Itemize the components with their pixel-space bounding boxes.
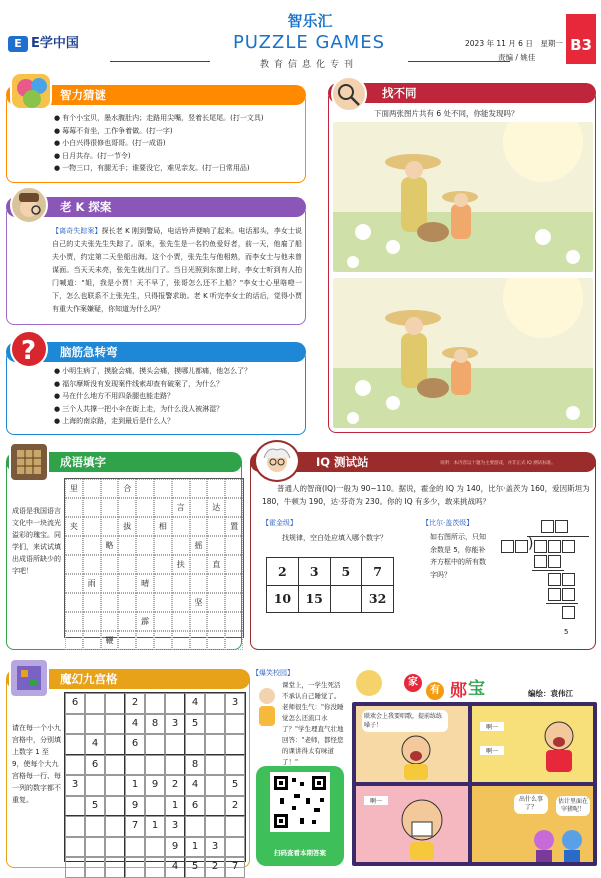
sudoku-cell[interactable] [105, 714, 125, 735]
masthead-chinese: 智乐汇 [287, 12, 333, 30]
comic-sound: 啊一 [364, 796, 388, 805]
brain-item: ● 三个人共撑一把小伞在街上走，为什么没人被淋湿？ [54, 403, 302, 416]
sudoku-cell[interactable] [105, 734, 125, 755]
comic-bubble: 出什么事了？ [514, 794, 548, 814]
sudoku-cell[interactable] [165, 755, 185, 776]
iq-cell: 2 [267, 558, 299, 586]
sudoku-cell[interactable] [85, 775, 105, 796]
iq-cell: 5 [330, 558, 362, 586]
idiom-cell[interactable] [83, 612, 101, 631]
idiom-cell[interactable] [172, 517, 190, 536]
sudoku-cell[interactable] [105, 796, 125, 817]
idiom-cell[interactable] [101, 555, 119, 574]
iq-bill-question: 如右图所示，只知余数是 5，你能补齐方框中的所有数字吗？ [430, 533, 486, 579]
idiom-cell[interactable] [154, 536, 172, 555]
comic-sound: 啊一 [480, 722, 504, 731]
iq-number-table [266, 557, 394, 613]
idiom-cell: 雨 [83, 574, 101, 593]
riddle-item: ● 一物三口，有腿无手；谁要没它，难见亲友。(打一日常用品) [54, 162, 302, 175]
page-code: B3 [566, 14, 596, 64]
sudoku-cell: 6 [65, 693, 85, 714]
sudoku-cell[interactable] [105, 837, 125, 858]
comic-title-char: 家 [404, 674, 422, 692]
spot-title: 找不同 [328, 83, 596, 103]
idiom-cell[interactable] [118, 593, 136, 612]
idiom-cell[interactable] [154, 498, 172, 517]
sudoku-cell[interactable] [165, 693, 185, 714]
sudoku-cell: 9 [165, 837, 185, 858]
svg-text:?: ? [21, 336, 37, 366]
riddle-item: ● 有个小宝贝，墨水腹肚内；走路用尖嘴，竖着长尾尾。(打一文具) [54, 112, 302, 125]
idiom-cell[interactable] [190, 612, 208, 631]
brain-item: ● 上海的南京路，走到最后是什么人？ [54, 415, 302, 428]
idiom-cell[interactable] [83, 593, 101, 612]
sudoku-cell[interactable] [85, 837, 105, 858]
detective-title: 老 K 探案 [6, 197, 306, 217]
sudoku-cell: 9 [145, 775, 165, 796]
iq-intro: 普通人的智商(IQ)一般为 90~110。据说，霍金的 IQ 为 140，比尔·盖茨为 160，爱因斯坦为 180，牛顿为 190，达·芬奇为 230。你的 IQ 有多少，敢来挑战吗？ [262, 484, 590, 506]
sudoku-cell[interactable] [225, 714, 245, 735]
brain-item: ● 小明生病了，摸脸会痛，摸头会痛，摸哪儿都痛，他怎么了？ [54, 365, 302, 378]
brain-title: 脑筋急转弯 [6, 342, 306, 362]
story-text: 探长老 K 刚到警局，电话铃声便响了起来。电话那头，李女士说自己的丈夫张先生失踪了。原来，张先生是一名钓鱼爱好者，前一天，他雇了船夫小贾，约定第二天坐船出海。这个小贾，张先生与他相熟，而李女士与他未曾谋面。当天天未亮，张先生就出门了。当日光照到东窗上时，李女士听到有人拍门喊道："姐，我是小贾！天不早了，张哥怎么还不上船？"李女士心里咯噔一下，怎么也联系不上张先生，只得报警求助。老 K 听完李女士的话后，觉得小贾有重大作案嫌疑，你知道为什么吗？ [52, 227, 302, 313]
iq-gold-label: 【霍金级】 [262, 519, 297, 527]
idiom-cell[interactable] [154, 479, 172, 498]
sudoku-cell[interactable] [225, 816, 245, 837]
comic-panel-4 [472, 786, 593, 862]
comic-bubble: 联欢会上我要唱歌，提前练练嗓子！ [362, 710, 448, 732]
comic-panel-1 [356, 706, 468, 782]
idiom-cell[interactable] [154, 593, 172, 612]
comic-bubble: 估计里面在宰猪呢！ [556, 796, 590, 816]
detective-story [52, 225, 302, 316]
comic-title-char: 宝 [468, 679, 485, 699]
masthead-english: PUZZLE GAMES [232, 32, 386, 53]
idiom-cell: 霹 [136, 612, 154, 631]
logo-mark: E [8, 36, 28, 52]
sudoku-cell: 2 [205, 857, 225, 878]
sudoku-cell[interactable] [85, 816, 105, 837]
sudoku-cell[interactable] [105, 857, 125, 878]
idiom-cell[interactable] [65, 536, 83, 555]
idiom-cell[interactable] [172, 593, 190, 612]
idiom-cell: 相 [154, 517, 172, 536]
idiom-cell[interactable] [136, 593, 154, 612]
idiom-cell[interactable] [154, 555, 172, 574]
joke-label: 【爆笑校园】 [252, 669, 294, 677]
sudoku-cell: 2 [125, 693, 145, 714]
idiom-cell[interactable] [190, 517, 208, 536]
sudoku-cell[interactable] [85, 693, 105, 714]
sudoku-cell[interactable] [225, 755, 245, 776]
joke-text: 课堂上，一学生死活不承认自己睡觉了。老师很生气："你没睡觉怎么还流口水了？"学生理直气壮地回答："老师，都怪您的课讲得太有味道了！" [282, 681, 344, 766]
sudoku-cell[interactable] [205, 816, 225, 837]
sudoku-cell[interactable] [125, 837, 145, 858]
sudoku-cell[interactable] [65, 734, 85, 755]
sudoku-cell: 5 [185, 857, 205, 878]
idiom-cell[interactable] [101, 479, 119, 498]
idiom-cell[interactable] [101, 574, 119, 593]
idiom-cell[interactable] [83, 498, 101, 517]
sudoku-cell[interactable] [225, 734, 245, 755]
brain-icon [10, 72, 52, 110]
comic-title-char: 郧 [450, 681, 467, 701]
idiom-cell[interactable] [118, 498, 136, 517]
idiom-cell[interactable] [225, 631, 243, 650]
idiom-cell: 摇 [190, 536, 208, 555]
sudoku-cell[interactable] [145, 755, 165, 776]
spot-image-bottom [333, 278, 593, 428]
editor-credit: 责编 / 姚佳 [498, 53, 536, 62]
iq-cell: 7 [362, 558, 394, 586]
sudoku-cell[interactable] [165, 734, 185, 755]
iq-bill-label: 【比尔·盖茨级】 [422, 519, 474, 527]
comic-sound: 啊一 [480, 746, 504, 755]
idiom-cell: 言 [172, 498, 190, 517]
idiom-cell[interactable] [207, 517, 225, 536]
sudoku-cell[interactable] [185, 816, 205, 837]
idiom-cell[interactable] [190, 631, 208, 650]
idiom-cell[interactable] [172, 612, 190, 631]
idiom-cell: 鞭 [101, 631, 119, 650]
sudoku-cell: 9 [125, 796, 145, 817]
comic-panel-3 [356, 786, 468, 862]
sudoku-cell: 8 [145, 714, 165, 735]
brain-item: ● 福尔摩斯没有发现案件线索却查有破案了，为什么？ [54, 378, 302, 391]
sudoku-cell: 1 [125, 775, 145, 796]
sudoku-cell: 8 [185, 755, 205, 776]
iq-cell: 32 [362, 585, 394, 613]
magnifier-avatar-icon [331, 76, 367, 112]
sudoku-cell: 5 [185, 714, 205, 735]
long-division-figure[interactable]: ) 5 [498, 518, 588, 646]
sudoku-cell[interactable] [205, 734, 225, 755]
sudoku-cell[interactable] [205, 775, 225, 796]
idiom-cell[interactable] [65, 612, 83, 631]
sudoku-cell: 5 [85, 796, 105, 817]
sudoku-cell[interactable] [125, 857, 145, 878]
iq-answer-cell[interactable] [330, 585, 362, 613]
idiom-cell[interactable] [207, 479, 225, 498]
sudoku-cell[interactable] [205, 714, 225, 735]
idiom-cell[interactable] [65, 631, 83, 650]
story-tag: 【离奇失踪案】 [52, 227, 102, 235]
riddle-list [54, 112, 302, 175]
sudoku-cell[interactable] [65, 816, 85, 837]
sudoku-cell[interactable] [145, 857, 165, 878]
idiom-cell[interactable] [225, 612, 243, 631]
sudoku-cell: 6 [85, 755, 105, 776]
sudoku-cell[interactable] [105, 693, 125, 714]
idiom-cell[interactable] [207, 593, 225, 612]
idiom-cell[interactable] [225, 498, 243, 517]
spot-image-top [333, 122, 593, 272]
idiom-cell[interactable] [65, 574, 83, 593]
sudoku-cell[interactable] [145, 796, 165, 817]
idiom-cell[interactable] [101, 593, 119, 612]
sudoku-cell: 7 [125, 816, 145, 837]
idiom-cell[interactable] [101, 612, 119, 631]
idiom-cell[interactable] [65, 555, 83, 574]
sudoku-cell[interactable] [85, 857, 105, 878]
idiom-cell: 略 [101, 536, 119, 555]
idiom-cell[interactable] [83, 631, 101, 650]
idiom-cell[interactable] [136, 517, 154, 536]
idiom-cell[interactable] [118, 574, 136, 593]
iq-note: 说明：本内容以十题为主要游戏，并非正式 IQ 测试标准。 [440, 461, 556, 466]
riddles-title: 智力猜谜 [6, 85, 306, 105]
sudoku-title: 魔幻九宫格 [6, 669, 250, 689]
sudoku-cell[interactable] [85, 714, 105, 735]
iq-cell: 15 [298, 585, 330, 613]
sudoku-cell[interactable] [145, 734, 165, 755]
sudoku-cell: 1 [165, 796, 185, 817]
iq-cell: 3 [298, 558, 330, 586]
sudoku-cell: 2 [225, 796, 245, 817]
sudoku-cell[interactable] [105, 775, 125, 796]
idiom-cell[interactable] [225, 479, 243, 498]
idiom-cell: 置 [225, 517, 243, 536]
sudoku-cell: 4 [185, 775, 205, 796]
sudoku-cell: 1 [145, 816, 165, 837]
sudoku-cell[interactable] [205, 755, 225, 776]
idiom-instructions: 成语是我国语言文化中一块流光溢彩的瑰宝。同学们，来试试填出成语所缺少的字吧！ [12, 507, 61, 575]
sudoku-cell: 1 [185, 837, 205, 858]
idiom-cell[interactable] [101, 498, 119, 517]
sudoku-cell: 2 [165, 775, 185, 796]
idiom-cell[interactable] [65, 498, 83, 517]
idiom-cell: 拔 [118, 517, 136, 536]
iq-gold-question: 找规律，空白处应填入哪个数字？ [282, 534, 387, 542]
sudoku-cell[interactable] [145, 693, 165, 714]
riddle-item: ● 日月共存。(打一节令) [54, 150, 302, 163]
comic-author: 编绘：袁伟江 [528, 689, 573, 698]
idiom-cell[interactable] [136, 498, 154, 517]
sudoku-cell[interactable] [125, 755, 145, 776]
idiom-cell[interactable] [225, 536, 243, 555]
sudoku-cell: 4 [165, 857, 185, 878]
idiom-cell[interactable] [136, 536, 154, 555]
sudoku-instructions: 请在每一个小九宫格中，分别填上数字 1 至 9，使每个大九宫格每一行、每一列的数字都不重复。 [12, 724, 61, 804]
sudoku-cell[interactable] [145, 837, 165, 858]
sudoku-grid[interactable] [64, 692, 246, 872]
sudoku-cell: 6 [185, 796, 205, 817]
idiom-cell[interactable] [136, 479, 154, 498]
comic-panel-2 [472, 706, 593, 782]
question-mark-icon [10, 330, 48, 368]
idiom-cell: 合 [118, 479, 136, 498]
idiom-cell[interactable] [118, 631, 136, 650]
sudoku-cell[interactable] [65, 837, 85, 858]
comic-mascot-icon [356, 670, 382, 696]
sudoku-cell: 4 [85, 734, 105, 755]
student-cartoon-icon [254, 686, 280, 736]
sudoku-cell[interactable] [65, 714, 85, 735]
idiom-cell[interactable] [136, 555, 154, 574]
sudoku-cell: 5 [225, 775, 245, 796]
idiom-cell[interactable] [118, 555, 136, 574]
idiom-cell[interactable] [207, 574, 225, 593]
iq-title: IQ 测试站 [250, 452, 596, 472]
scientist-avatar-icon [254, 440, 300, 482]
idiom-cell[interactable] [83, 479, 101, 498]
idiom-cell: 晴 [136, 574, 154, 593]
idiom-cell[interactable] [207, 612, 225, 631]
riddle-item: ● 莓莓不肯坐，工作争着做。(打一字) [54, 125, 302, 138]
sudoku-cell: 3 [165, 816, 185, 837]
idiom-cell[interactable] [172, 574, 190, 593]
idiom-cell: 直 [207, 555, 225, 574]
idiom-cell[interactable] [225, 574, 243, 593]
comic-strip [352, 668, 597, 868]
sudoku-cell[interactable] [105, 755, 125, 776]
riddle-item: ● 小白兴得很修也哥哥。(打一成语) [54, 137, 302, 150]
sudoku-cell: 6 [125, 734, 145, 755]
masthead-subtitle: 教育信息化专刊 [210, 57, 408, 70]
idiom-title: 成语填字 [6, 452, 242, 472]
brain-list [54, 365, 302, 428]
sudoku-cell: 3 [65, 775, 85, 796]
idiom-cell[interactable] [190, 555, 208, 574]
idiom-cell[interactable] [172, 536, 190, 555]
puzzle-cube-icon [9, 658, 49, 698]
idiom-cell: 夹 [65, 517, 83, 536]
idiom-cell[interactable] [154, 631, 172, 650]
sudoku-cell: 7 [225, 857, 245, 878]
idiom-cell[interactable] [118, 612, 136, 631]
sudoku-cell[interactable] [105, 816, 125, 837]
idiom-cell[interactable] [83, 517, 101, 536]
sudoku-cell: 4 [125, 714, 145, 735]
idiom-cell[interactable] [172, 479, 190, 498]
detective-avatar-icon [10, 186, 48, 224]
idiom-cell[interactable] [83, 536, 101, 555]
qr-code[interactable] [270, 772, 330, 832]
sudoku-cell: 3 [205, 837, 225, 858]
sudoku-cell[interactable] [205, 796, 225, 817]
qr-caption: 扫码查看本期答案 [274, 849, 326, 857]
idiom-cell[interactable] [118, 536, 136, 555]
sudoku-cell[interactable] [65, 796, 85, 817]
spot-prompt: 下面两张图片共有 6 处不同，你能发现吗？ [374, 109, 519, 118]
idiom-grid[interactable] [64, 478, 244, 645]
sudoku-cell[interactable] [185, 734, 205, 755]
idiom-cell[interactable] [190, 479, 208, 498]
sudoku-cell[interactable] [225, 837, 245, 858]
idiom-cell: 里 [65, 479, 83, 498]
sudoku-cell[interactable] [205, 693, 225, 714]
sudoku-cell: 3 [165, 714, 185, 735]
sudoku-cell[interactable] [65, 755, 85, 776]
idiom-cell[interactable] [190, 574, 208, 593]
idiom-cell[interactable] [101, 517, 119, 536]
idiom-cell[interactable] [172, 631, 190, 650]
idiom-cell: 达 [207, 498, 225, 517]
idiom-cell[interactable] [154, 612, 172, 631]
sudoku-cell: 3 [225, 693, 245, 714]
idiom-cell[interactable] [225, 555, 243, 574]
idiom-cell[interactable] [154, 574, 172, 593]
idiom-cell[interactable] [136, 631, 154, 650]
logo-text: E学中国 [31, 36, 79, 51]
sudoku-cell: 4 [185, 693, 205, 714]
idiom-cell[interactable] [207, 631, 225, 650]
idiom-cell[interactable] [190, 498, 208, 517]
idiom-cell[interactable] [65, 593, 83, 612]
sudoku-cell[interactable] [65, 857, 85, 878]
rubik-cube-icon [9, 442, 49, 482]
iq-cell: 10 [267, 585, 299, 613]
idiom-cell: 扶 [172, 555, 190, 574]
iq-remainder: 5 [564, 628, 569, 636]
idiom-cell[interactable] [83, 555, 101, 574]
idiom-cell: 坚 [190, 593, 208, 612]
issue-date: 2023 年 11 月 6 日 星期一 [465, 39, 563, 48]
brain-item: ● 马在什么地方不用四条腿也能走路？ [54, 390, 302, 403]
idiom-cell[interactable] [207, 536, 225, 555]
idiom-cell[interactable] [225, 593, 243, 612]
comic-title-char: 有 [426, 682, 444, 700]
